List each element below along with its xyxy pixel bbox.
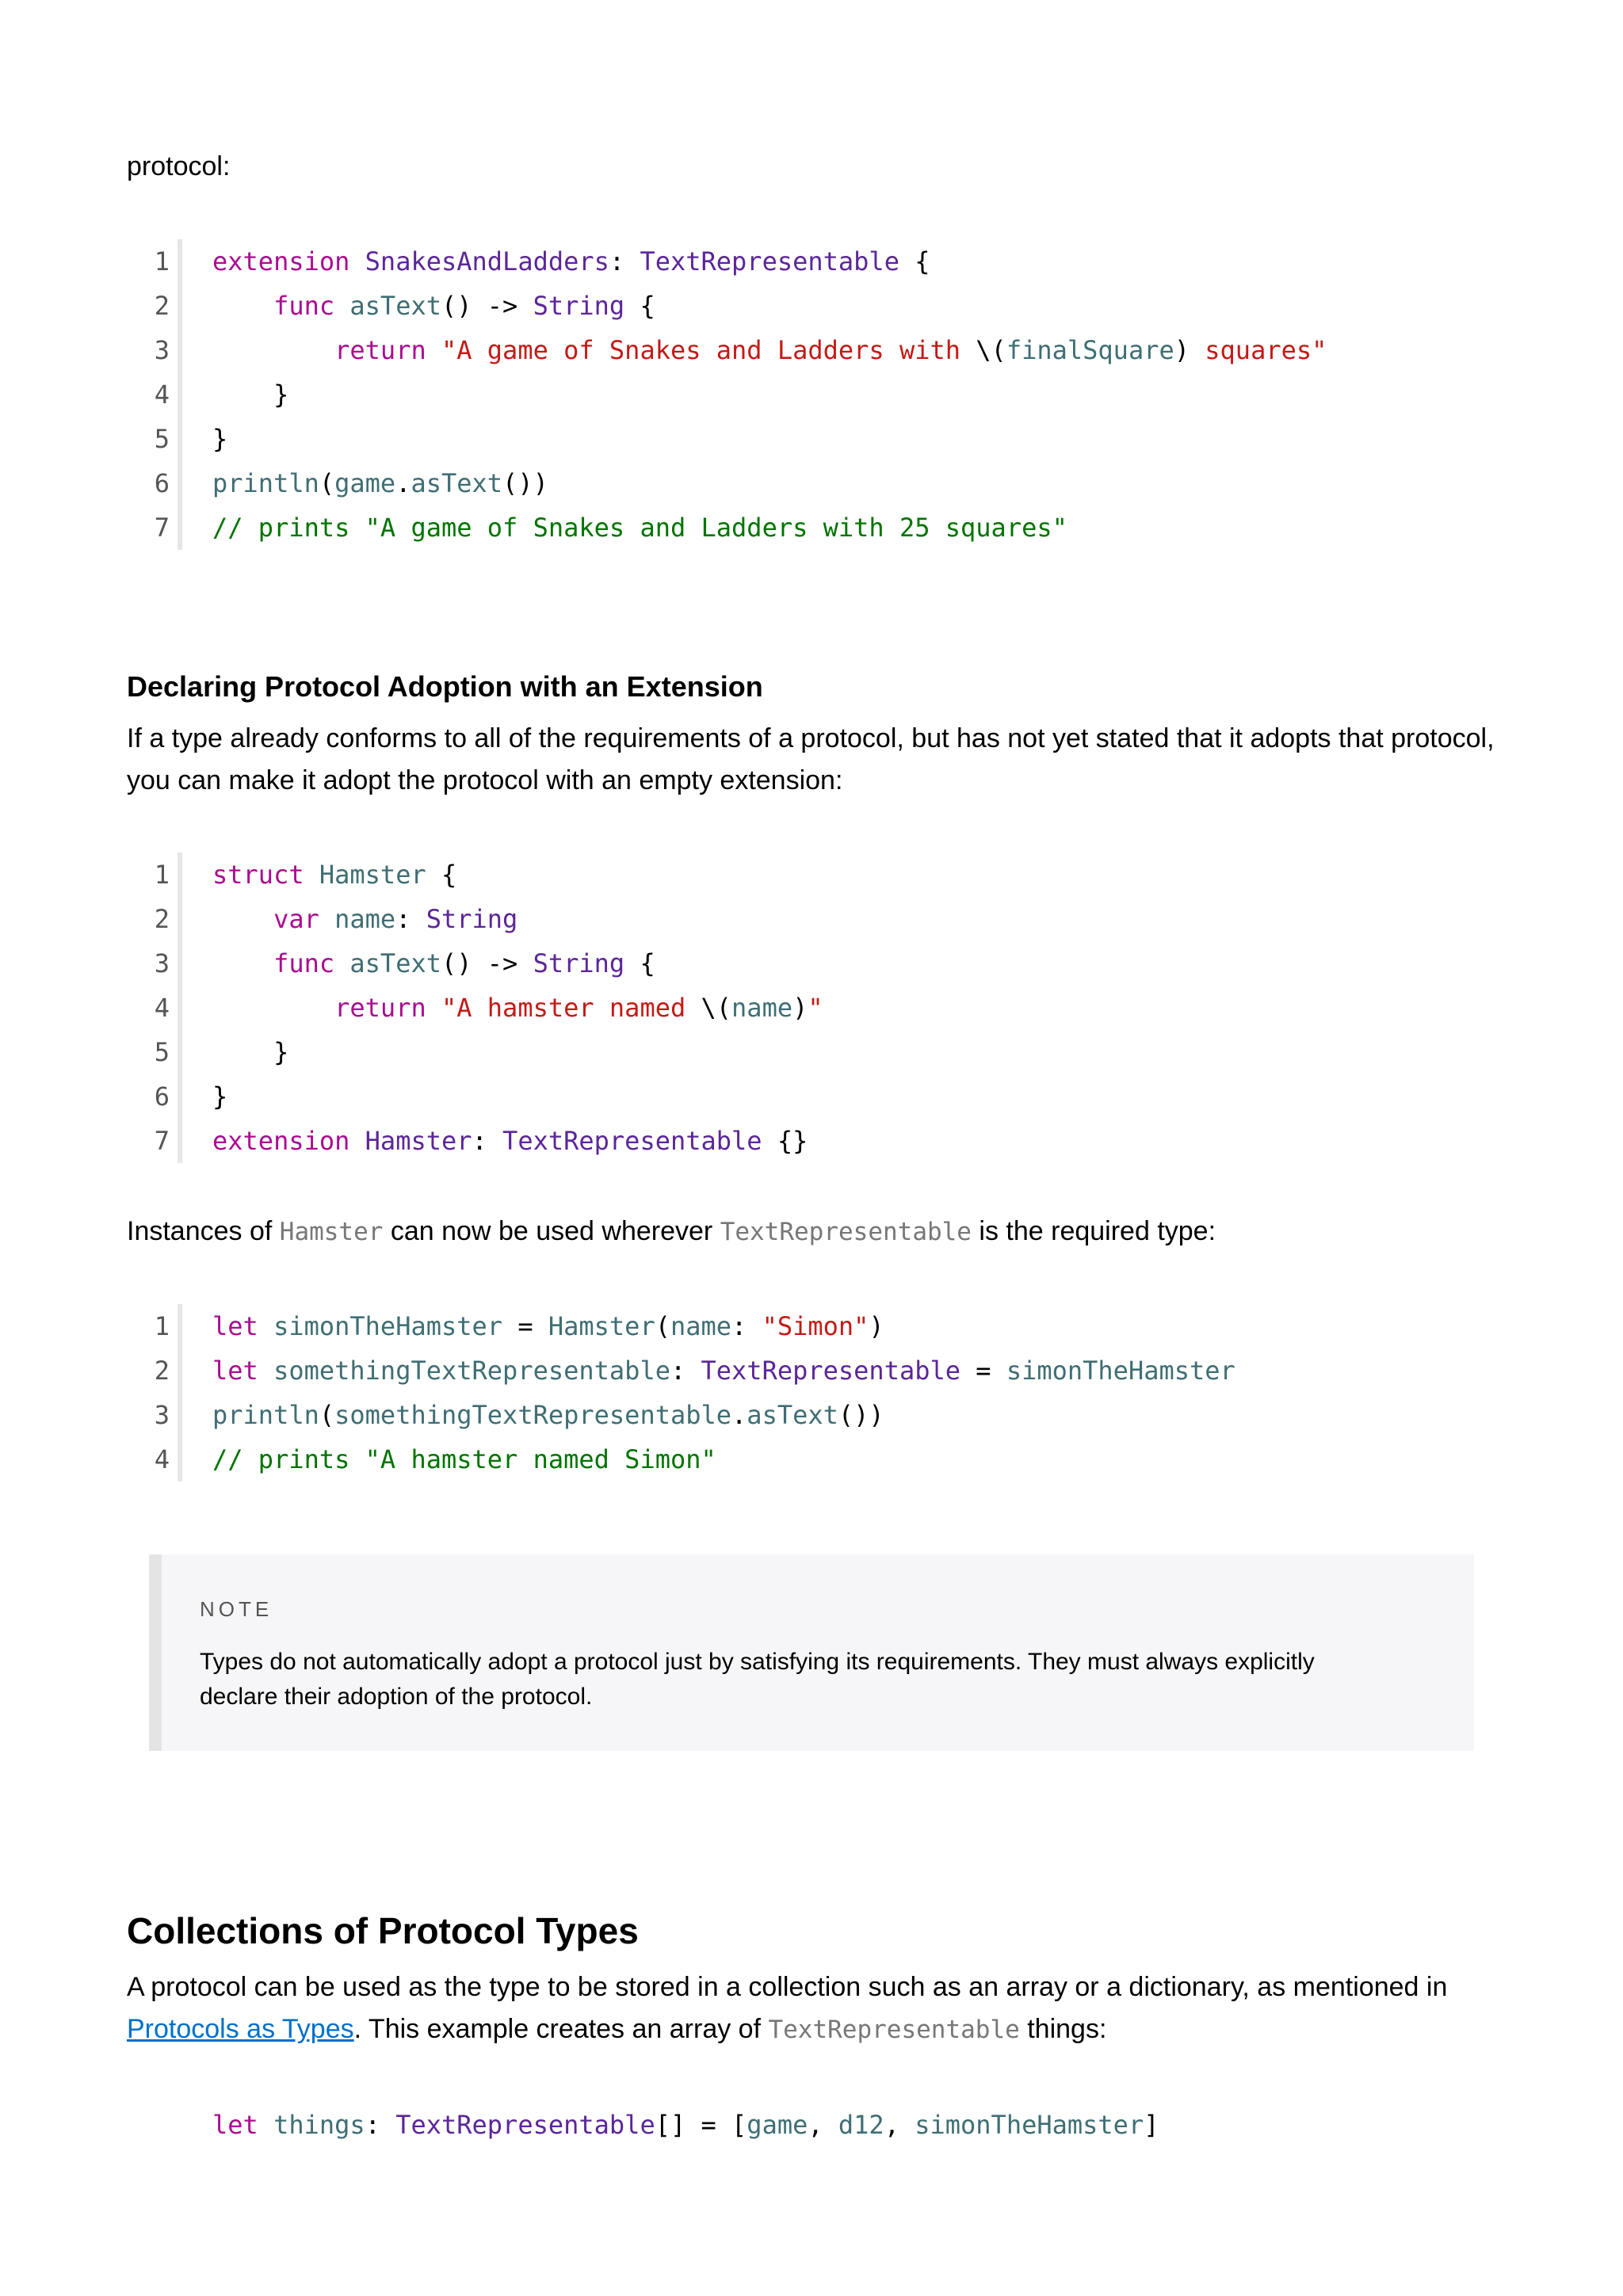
code-token: things — [273, 2110, 365, 2140]
line-number: 2 — [154, 291, 170, 321]
line-number: 4 — [154, 1444, 170, 1474]
note-line: Types do not automatically adopt a protocol just by satisfying its requirements. They must always explicitly — [200, 1649, 1315, 1675]
instances-paragraph — [127, 1211, 1216, 1253]
code-token — [212, 904, 273, 934]
text-run: Instances of — [127, 1216, 280, 1246]
code-token: String — [533, 291, 625, 321]
gutter-bar — [178, 239, 182, 284]
note-line: declare their adoption of the protocol. — [200, 1684, 593, 1710]
code-token: "Simon" — [762, 1311, 869, 1341]
code-token: simonTheHamster — [273, 1311, 503, 1341]
gutter-bar — [178, 284, 182, 328]
code-token: asText — [747, 1400, 838, 1430]
code-token: \( — [701, 993, 732, 1023]
gutter-bar — [178, 372, 182, 417]
line-number: 6 — [154, 1081, 170, 1112]
gutter-bar — [178, 1304, 182, 1348]
code-token: : — [609, 246, 640, 277]
line-number: 4 — [154, 993, 170, 1023]
code-token — [319, 904, 334, 934]
inline-code: TextRepresentable — [720, 1218, 972, 1246]
inline-code: Hamster — [279, 1218, 384, 1246]
code-token — [212, 291, 273, 321]
gutter-bar — [178, 505, 182, 550]
code-token: = — [960, 1356, 1006, 1386]
paragraph-line: A protocol can be used as the type to be stored in a collection such as an array or a dictionary, as mentioned in — [127, 1972, 1448, 2002]
gutter-bar — [178, 852, 182, 897]
code-token: ()) — [502, 468, 548, 498]
code-token — [349, 1126, 365, 1156]
code-text — [212, 461, 548, 505]
code-token — [212, 993, 334, 1023]
code-token — [349, 246, 365, 277]
code-token: } — [212, 379, 289, 410]
line-number: 7 — [154, 513, 170, 543]
code-token: let — [212, 1356, 258, 1386]
code-token: squares" — [1190, 335, 1327, 365]
code-token — [258, 1311, 273, 1341]
code-text — [212, 417, 227, 461]
code-token: { — [899, 246, 930, 277]
code-token: { — [624, 948, 655, 978]
code-token — [426, 335, 441, 365]
inline-code: TextRepresentable — [768, 2016, 1020, 2044]
code-token: " — [808, 993, 823, 1023]
code-token — [258, 2110, 273, 2140]
code-token: // prints "A game of Snakes and Ladders with 25 squares" — [212, 513, 1067, 543]
code-token: simonTheHamster — [1006, 1356, 1235, 1386]
text-run: things: — [1019, 2014, 1107, 2044]
line-number: 1 — [154, 246, 170, 277]
code-token: Hamster — [548, 1311, 655, 1341]
paragraph-line: If a type already conforms to all of the requirements of a protocol, but has not yet stated that it adopts that protocol, — [127, 723, 1495, 753]
code-token: } — [212, 424, 228, 454]
code-token: Hamster — [319, 860, 426, 890]
code-token: , — [808, 2110, 838, 2140]
code-token — [426, 993, 441, 1023]
code-text — [212, 1119, 808, 1163]
gutter-bar — [178, 328, 182, 372]
code-token: [] = [ — [655, 2110, 747, 2140]
code-token: ( — [319, 468, 335, 498]
gutter-bar — [178, 1030, 182, 1074]
code-token — [334, 291, 349, 321]
gutter-bar — [178, 986, 182, 1030]
gutter-bar — [178, 1074, 182, 1119]
line-number: 1 — [154, 1311, 170, 1341]
code-text — [212, 1393, 884, 1437]
code-token: func — [273, 948, 335, 978]
line-number: 6 — [154, 468, 170, 498]
code-token: String — [426, 904, 518, 934]
code-token: var — [273, 904, 319, 934]
code-token: . — [395, 468, 411, 498]
code-token: = — [502, 1311, 548, 1341]
code-token: } — [212, 1037, 289, 1067]
note-text — [200, 1645, 1436, 1714]
code-text — [212, 2103, 1159, 2147]
code-token: , — [884, 2110, 915, 2140]
code-token: struct — [212, 860, 304, 890]
code-token — [334, 948, 349, 978]
code-token: ) — [792, 993, 808, 1023]
code-text — [212, 372, 288, 417]
code-token: game — [747, 2110, 808, 2140]
code-text — [212, 852, 456, 897]
protocols-as-types-link[interactable]: Protocols as Types — [127, 2014, 354, 2044]
code-text — [212, 1304, 884, 1348]
code-token: extension — [212, 246, 350, 277]
collections-paragraph — [127, 1966, 1522, 2051]
gutter-bar — [178, 417, 182, 461]
code-token — [212, 948, 273, 978]
line-number: 5 — [154, 424, 170, 454]
line-number: 2 — [154, 1356, 170, 1386]
line-number: 1 — [154, 860, 170, 890]
code-text — [212, 897, 517, 941]
line-number: 5 — [154, 1037, 170, 1067]
section-heading-large: Collections of Protocol Types — [127, 1910, 639, 1951]
line-number: 7 — [154, 1126, 170, 1156]
code-token: asText — [411, 468, 503, 498]
note-label: NOTE — [200, 1597, 273, 1621]
code-token: game — [334, 468, 396, 498]
code-token: : — [670, 1356, 701, 1386]
code-token: ) — [869, 1311, 884, 1341]
code-text — [212, 328, 1327, 372]
code-token: somethingTextRepresentable — [334, 1400, 732, 1430]
code-text — [212, 986, 823, 1030]
code-token: () -> — [441, 291, 533, 321]
code-token: let — [212, 1311, 258, 1341]
code-token: Hamster — [365, 1126, 472, 1156]
code-text — [212, 1074, 227, 1119]
code-token — [258, 1356, 273, 1386]
section-paragraph — [127, 718, 1522, 802]
code-token: ( — [655, 1311, 670, 1341]
code-token: \( — [976, 335, 1006, 365]
text-run: is the required type: — [971, 1216, 1216, 1246]
code-token: println — [212, 468, 319, 498]
code-token: { — [426, 860, 457, 890]
code-token: . — [731, 1400, 747, 1430]
code-token: "A game of Snakes and Ladders with — [441, 335, 976, 365]
code-token: SnakesAndLadders — [365, 246, 609, 277]
code-token: TextRepresentable — [395, 2110, 655, 2140]
code-token: name — [334, 904, 396, 934]
paragraph-line: you can make it adopt the protocol with an empty extension: — [127, 765, 843, 795]
code-token: : — [472, 1126, 503, 1156]
code-token: : — [365, 2110, 396, 2140]
note-box — [149, 1554, 1474, 1751]
code-token: return — [334, 993, 426, 1023]
code-token: return — [334, 335, 426, 365]
line-number: 3 — [154, 335, 170, 365]
intro-text: protocol: — [127, 151, 231, 181]
gutter-bar — [178, 1437, 182, 1482]
code-token: // prints "A hamster named Simon" — [212, 1444, 716, 1474]
code-token: TextRepresentable — [640, 246, 899, 277]
code-text — [212, 1030, 288, 1074]
code-token: simonTheHamster — [915, 2110, 1144, 2140]
line-number: 4 — [154, 379, 170, 410]
code-text — [212, 284, 655, 328]
text-run: . This example creates an array of — [353, 2014, 769, 2044]
code-token: ( — [319, 1400, 335, 1430]
code-token: : — [731, 1311, 762, 1341]
code-token: finalSquare — [1006, 335, 1174, 365]
code-token: extension — [212, 1126, 350, 1156]
code-token: String — [533, 948, 625, 978]
code-token: name — [731, 993, 793, 1023]
code-token: somethingTextRepresentable — [273, 1356, 670, 1386]
code-token: asText — [349, 948, 441, 978]
line-number: 3 — [154, 1400, 170, 1430]
code-token: let — [212, 2110, 258, 2140]
code-token: TextRepresentable — [701, 1356, 961, 1386]
gutter-bar — [178, 1393, 182, 1437]
code-token — [304, 860, 319, 890]
code-token: } — [212, 1081, 228, 1112]
gutter-bar — [178, 1119, 182, 1163]
code-text — [212, 941, 655, 986]
gutter-bar — [178, 897, 182, 941]
code-text — [212, 1437, 716, 1482]
code-token: () -> — [441, 948, 533, 978]
code-token: name — [670, 1311, 732, 1341]
code-token: : — [395, 904, 426, 934]
gutter-bar — [178, 941, 182, 986]
section-heading: Declaring Protocol Adoption with an Extension — [127, 670, 763, 703]
line-number: 2 — [154, 904, 170, 934]
code-token — [212, 335, 334, 365]
line-number: 3 — [154, 948, 170, 978]
code-token: asText — [349, 291, 441, 321]
code-text — [212, 239, 930, 284]
code-token: ) — [1174, 335, 1190, 365]
code-token: println — [212, 1400, 319, 1430]
gutter-bar — [178, 1348, 182, 1393]
code-token: func — [273, 291, 335, 321]
code-token: {} — [762, 1126, 808, 1156]
code-token: ] — [1144, 2110, 1159, 2140]
text-run: can now be used wherever — [383, 1216, 720, 1246]
gutter-bar — [178, 461, 182, 505]
code-text — [212, 505, 1067, 550]
code-token: "A hamster named — [441, 993, 701, 1023]
code-token: ()) — [838, 1400, 884, 1430]
code-token: d12 — [838, 2110, 884, 2140]
code-token: { — [624, 291, 655, 321]
code-token: TextRepresentable — [502, 1126, 762, 1156]
code-text — [212, 1348, 1235, 1393]
